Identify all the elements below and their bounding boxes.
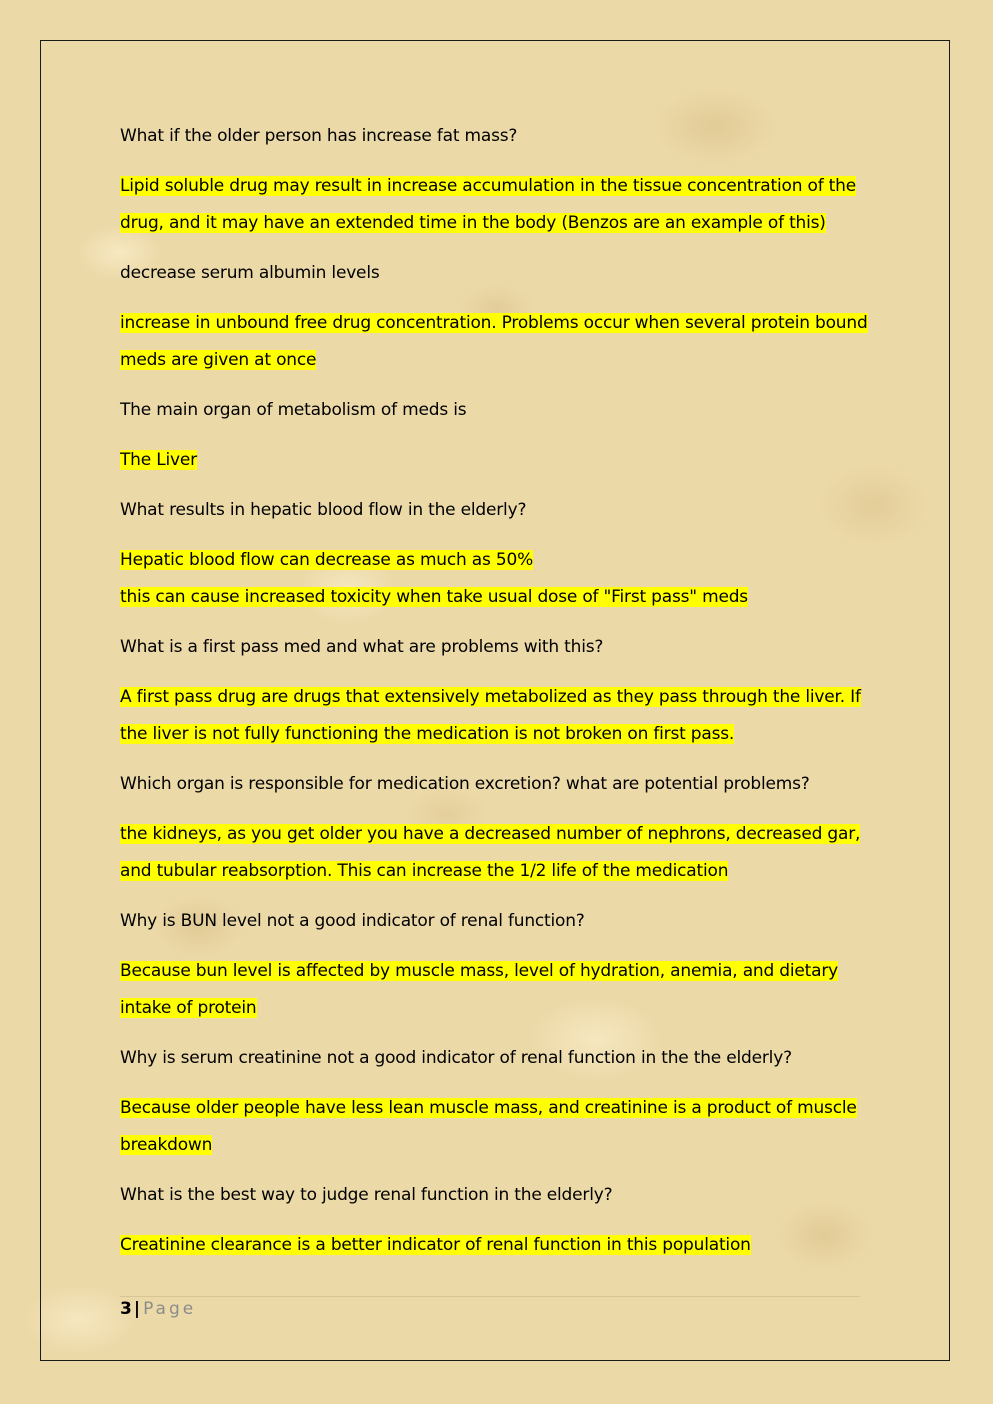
answer-highlight: The Liver (120, 450, 197, 470)
answer-highlight: Because bun level is affected by muscle mass, level of hydration, anemia, and dietary intake of protein (120, 961, 839, 1018)
answer-highlight: Because older people have less lean muscle mass, and creatinine is a product of muscle breakdown (120, 1098, 857, 1155)
question-text: Which organ is responsible for medication excretion? what are potential problems? (120, 774, 810, 794)
answer-text (120, 542, 880, 579)
answer-text (120, 679, 880, 753)
page-number: 3 (120, 1299, 132, 1319)
answer-highlight: Lipid soluble drug may result in increase accumulation in the tissue concentration of the drug, and it may have an extended time in the body (Benzos are an example of this) (120, 176, 856, 233)
question-text: What if the older person has increase fat mass? (120, 126, 518, 146)
answer-text (120, 305, 880, 379)
page-separator: | (133, 1299, 141, 1319)
answer-text (120, 442, 880, 479)
answer-highlight: Hepatic blood flow can decrease as much as 50% (120, 550, 534, 570)
answer-text (120, 1090, 880, 1164)
question-text: The main organ of metabolism of meds is (120, 400, 467, 420)
question-text: What results in hepatic blood flow in the elderly? (120, 500, 527, 520)
question-text: What is the best way to judge renal function in the elderly? (120, 1185, 613, 1205)
document-body (120, 118, 880, 1277)
answer-text (120, 579, 880, 616)
question-text: Why is BUN level not a good indicator of renal function? (120, 911, 585, 931)
question-text: Why is serum creatinine not a good indicator of renal function in the the elderly? (120, 1048, 792, 1068)
answer-text (120, 816, 880, 890)
answer-highlight: the kidneys, as you get older you have a decreased number of nephrons, decreased gar, and tubular reabsorption. This can increase the 1/2 life of the medication (120, 824, 861, 881)
answer-text (120, 953, 880, 1027)
answer-highlight: increase in unbound free drug concentration. Problems occur when several protein bound meds are given at once (120, 313, 868, 370)
question-text: decrease serum albumin levels (120, 263, 380, 283)
page-label: Page (143, 1299, 197, 1319)
answer-text (120, 1227, 880, 1264)
answer-highlight: Creatinine clearance is a better indicator of renal function in this population (120, 1235, 751, 1255)
answer-highlight: A first pass drug are drugs that extensively metabolized as they pass through the liver. If the liver is not fully functioning the medication is not broken on first pass. (120, 687, 861, 744)
answer-highlight: this can cause increased toxicity when take usual dose of "First pass" meds (120, 587, 748, 607)
question-text: What is a first pass med and what are problems with this? (120, 637, 604, 657)
page-footer (120, 1296, 860, 1319)
answer-text (120, 168, 880, 242)
